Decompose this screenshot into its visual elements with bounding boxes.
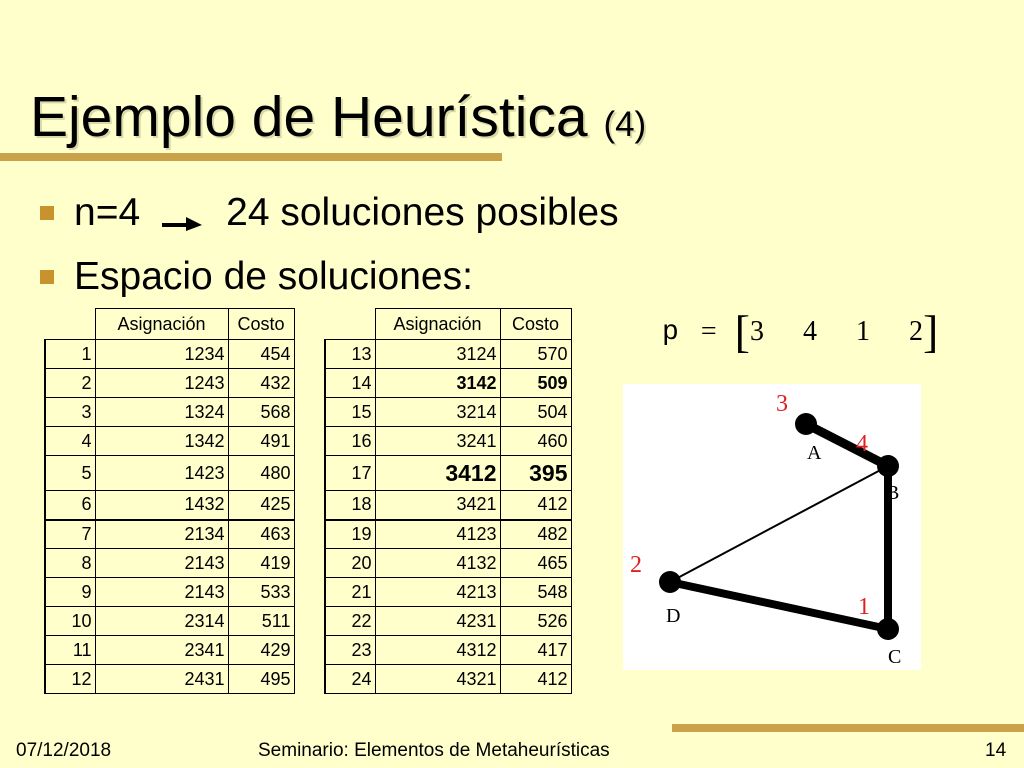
table-row xyxy=(325,456,571,491)
cell-cost: 465 xyxy=(500,549,571,578)
tour-graph xyxy=(623,384,921,670)
cell-cost: 454 xyxy=(228,340,294,369)
formula-value: 4 xyxy=(802,316,817,347)
cell-index: 24 xyxy=(325,665,375,694)
cell-cost: 548 xyxy=(500,578,571,607)
cell-cost: 463 xyxy=(228,520,294,549)
table-row xyxy=(45,398,294,427)
cell-cost: 412 xyxy=(500,491,571,520)
node-d xyxy=(659,571,681,593)
cell-assignment: 3421 xyxy=(375,491,500,520)
node-label-d: D xyxy=(666,605,681,627)
cell-cost: 395 xyxy=(500,456,571,491)
cell-cost: 526 xyxy=(500,607,571,636)
cell-index: 13 xyxy=(325,340,375,369)
cell-cost: 412 xyxy=(500,665,571,694)
cell-assignment: 2143 xyxy=(95,549,228,578)
table-header-assignment: Asignación xyxy=(95,309,228,340)
title-underline-bar xyxy=(0,153,502,161)
cell-assignment: 4213 xyxy=(375,578,500,607)
footer-accent-bar xyxy=(672,724,1024,732)
solutions-table-left xyxy=(44,308,295,694)
formula-values xyxy=(750,316,923,348)
cell-assignment: 3142 xyxy=(375,369,500,398)
cell-index: 14 xyxy=(325,369,375,398)
formula-variable: p xyxy=(662,316,679,348)
cell-index: 3 xyxy=(45,398,95,427)
table-body-left xyxy=(45,340,294,694)
table-header-cost: Costo xyxy=(228,309,294,340)
node-label-a: A xyxy=(807,442,822,464)
node-label-c: C xyxy=(888,646,902,668)
cell-assignment: 4132 xyxy=(375,549,500,578)
table-row xyxy=(325,578,571,607)
cell-index: 6 xyxy=(45,491,95,520)
cell-index: 19 xyxy=(325,520,375,549)
cell-cost: 425 xyxy=(228,491,294,520)
cell-index: 18 xyxy=(325,491,375,520)
table-row xyxy=(325,636,571,665)
solution-vector-formula xyxy=(662,306,939,357)
cell-cost: 460 xyxy=(500,427,571,456)
footer-title: Seminario: Elementos de Metaheurísticas xyxy=(258,740,610,761)
footer-page-number: 14 xyxy=(985,740,1007,761)
right-bracket-icon: ] xyxy=(922,306,939,357)
cell-assignment: 2134 xyxy=(95,520,228,549)
cell-index: 5 xyxy=(45,456,95,491)
cell-cost: 504 xyxy=(500,398,571,427)
table-row xyxy=(325,369,571,398)
cell-assignment: 3214 xyxy=(375,398,500,427)
node-order-d: 2 xyxy=(630,552,642,578)
left-bracket-icon: [ xyxy=(734,306,750,357)
cell-index: 10 xyxy=(45,607,95,636)
cell-index: 17 xyxy=(325,456,375,491)
table-row xyxy=(45,369,294,398)
table-row xyxy=(45,340,294,369)
node-c xyxy=(877,618,899,640)
cell-assignment: 2341 xyxy=(95,636,228,665)
formula-value: 3 xyxy=(749,316,764,347)
footer-date: 07/12/2018 xyxy=(16,740,112,761)
cell-index: 4 xyxy=(45,427,95,456)
cell-assignment: 1432 xyxy=(95,491,228,520)
cell-cost: 417 xyxy=(500,636,571,665)
cell-index: 1 xyxy=(45,340,95,369)
cell-cost: 432 xyxy=(228,369,294,398)
cell-cost: 480 xyxy=(228,456,294,491)
cell-assignment: 1324 xyxy=(95,398,228,427)
node-label-b: B xyxy=(886,482,900,504)
cell-index: 12 xyxy=(45,665,95,694)
node-order-b: 4 xyxy=(856,431,868,457)
title-main: Ejemplo de Heurística xyxy=(30,85,588,149)
bullet-square-icon xyxy=(40,206,54,220)
node-a xyxy=(795,413,817,435)
arrow-right-icon xyxy=(162,198,202,220)
cell-index: 2 xyxy=(45,369,95,398)
table-row xyxy=(325,607,571,636)
cell-assignment: 3412 xyxy=(375,456,500,491)
title-sub: (4) xyxy=(603,105,647,144)
bullet-solution-space-label: Espacio de soluciones: xyxy=(74,255,473,298)
cell-cost: 491 xyxy=(228,427,294,456)
table-row xyxy=(45,636,294,665)
table-row xyxy=(325,340,571,369)
cell-cost: 533 xyxy=(228,578,294,607)
solutions-table-right xyxy=(324,308,572,694)
cell-assignment: 3241 xyxy=(375,427,500,456)
cell-index: 7 xyxy=(45,520,95,549)
cell-assignment: 2314 xyxy=(95,607,228,636)
cell-index: 11 xyxy=(45,636,95,665)
cell-cost: 568 xyxy=(228,398,294,427)
node-order-a: 3 xyxy=(776,391,788,417)
cell-assignment: 1342 xyxy=(95,427,228,456)
edge-c-d xyxy=(670,582,888,629)
cell-index: 20 xyxy=(325,549,375,578)
table-row xyxy=(45,607,294,636)
bullet-n-solutions xyxy=(40,190,619,236)
table-row xyxy=(325,398,571,427)
table-row xyxy=(325,491,571,520)
cell-assignment: 4321 xyxy=(375,665,500,694)
table-row xyxy=(45,578,294,607)
formula-equals: = xyxy=(700,316,717,347)
table-row xyxy=(325,520,571,549)
cell-cost: 509 xyxy=(500,369,571,398)
bullet-n-value: n=4 xyxy=(74,191,141,234)
table-header-index xyxy=(45,309,95,340)
cell-assignment: 3124 xyxy=(375,340,500,369)
bullet-solutions-count: 24 soluciones posibles xyxy=(226,191,619,234)
cell-cost: 511 xyxy=(228,607,294,636)
edge-d-b xyxy=(670,466,888,582)
cell-assignment: 1243 xyxy=(95,369,228,398)
cell-index: 16 xyxy=(325,427,375,456)
table-header-index xyxy=(325,309,375,340)
formula-value: 1 xyxy=(855,316,870,347)
cell-assignment: 2143 xyxy=(95,578,228,607)
cell-cost: 419 xyxy=(228,549,294,578)
cell-index: 22 xyxy=(325,607,375,636)
table-header-cost: Costo xyxy=(500,309,571,340)
table-body-right xyxy=(325,340,571,694)
table-row xyxy=(45,427,294,456)
cell-assignment: 1234 xyxy=(95,340,228,369)
table-row xyxy=(325,427,571,456)
cell-index: 15 xyxy=(325,398,375,427)
cell-cost: 570 xyxy=(500,340,571,369)
table-row xyxy=(325,665,571,694)
cell-index: 8 xyxy=(45,549,95,578)
cell-index: 9 xyxy=(45,578,95,607)
slide-title xyxy=(30,82,646,160)
formula-value: 2 xyxy=(908,316,923,347)
cell-assignment: 4123 xyxy=(375,520,500,549)
cell-cost: 482 xyxy=(500,520,571,549)
cell-cost: 495 xyxy=(228,665,294,694)
table-row xyxy=(45,520,294,549)
table-header-assignment: Asignación xyxy=(375,309,500,340)
cell-index: 23 xyxy=(325,636,375,665)
cell-assignment: 4312 xyxy=(375,636,500,665)
table-row xyxy=(45,665,294,694)
cell-index: 21 xyxy=(325,578,375,607)
node-order-c: 1 xyxy=(858,594,870,620)
bullet-solution-space xyxy=(40,254,473,300)
cell-assignment: 2431 xyxy=(95,665,228,694)
table-row xyxy=(45,549,294,578)
cell-cost: 429 xyxy=(228,636,294,665)
cell-assignment: 1423 xyxy=(95,456,228,491)
table-row xyxy=(325,549,571,578)
table-row xyxy=(45,491,294,520)
table-row xyxy=(45,456,294,491)
cell-assignment: 4231 xyxy=(375,607,500,636)
bullet-square-icon xyxy=(40,270,54,284)
node-b xyxy=(877,455,899,477)
